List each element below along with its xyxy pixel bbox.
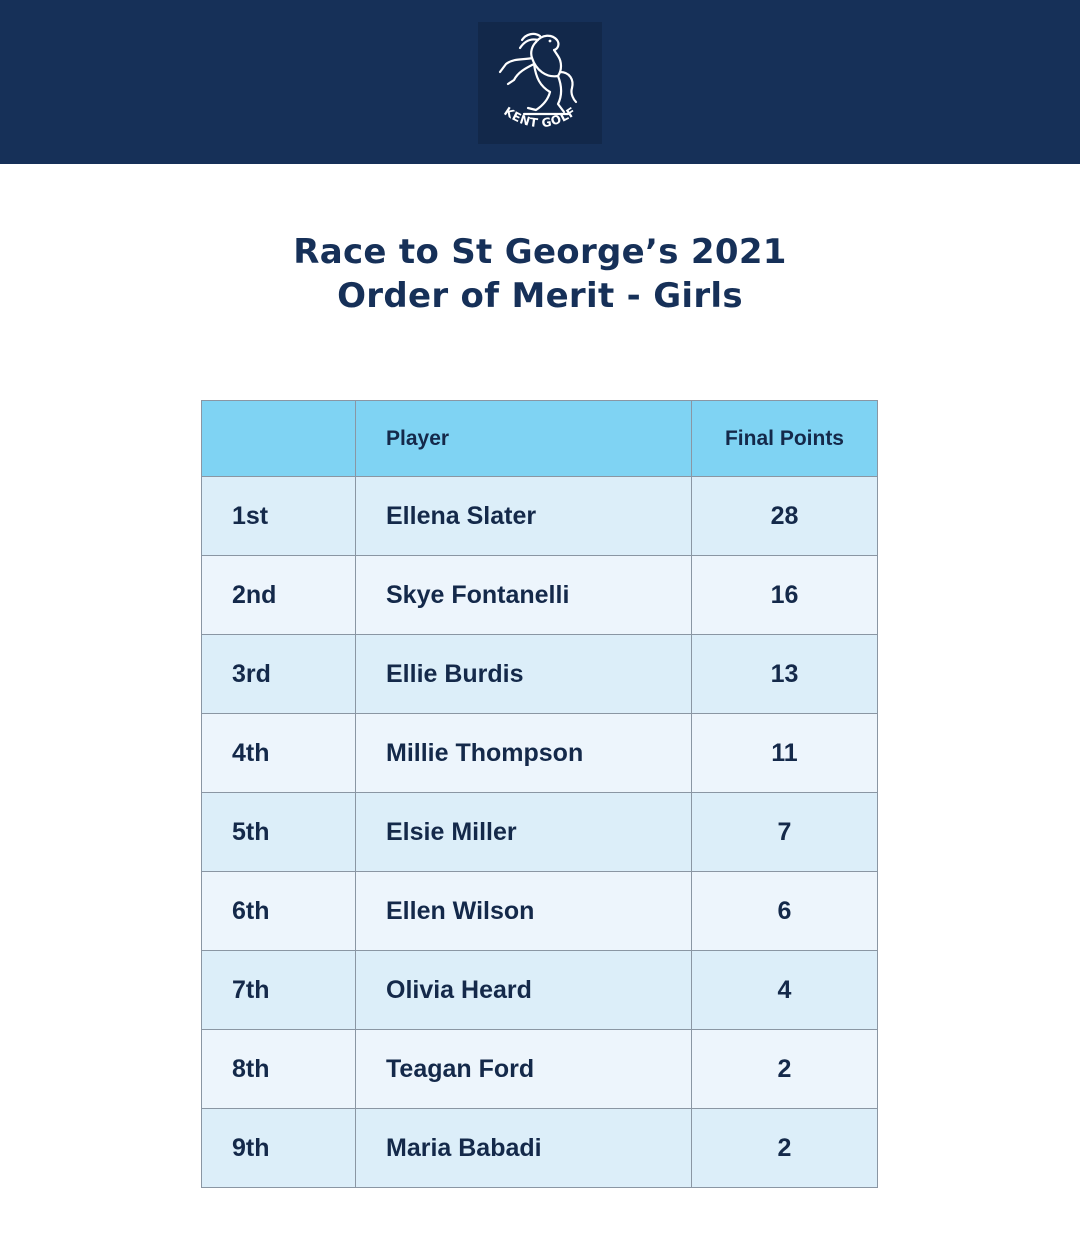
points-cell: 4 [692,951,878,1030]
table-row [202,556,878,635]
player-name-cell: Elsie Miller [356,793,692,872]
rearing-horse-icon [478,22,602,144]
position-cell: 5th [202,793,356,872]
table-row [202,1030,878,1109]
position-cell: 4th [202,714,356,793]
position-cell: 2nd [202,556,356,635]
player-name-cell: Ellie Burdis [356,635,692,714]
svg-text:KENT GOLF: KENT GOLF [501,104,579,131]
table-row [202,477,878,556]
player-name-cell: Olivia Heard [356,951,692,1030]
table-header-row [202,401,878,477]
column-header-player: Player [356,401,692,477]
position-cell: 8th [202,1030,356,1109]
player-name-cell: Ellen Wilson [356,872,692,951]
player-name-cell: Millie Thompson [356,714,692,793]
table-row [202,714,878,793]
table-row [202,951,878,1030]
player-name-cell: Ellena Slater [356,477,692,556]
position-cell: 1st [202,477,356,556]
column-header-points: Final Points [692,401,878,477]
table-row [202,1109,878,1188]
points-cell: 11 [692,714,878,793]
table-row [202,872,878,951]
title-line-1: Race to St George’s 2021 [293,232,787,272]
column-header-position [202,401,356,477]
page-title [0,230,1080,318]
header-bar [0,0,1080,164]
points-cell: 2 [692,1109,878,1188]
title-line-2: Order of Merit - Girls [337,276,743,316]
order-of-merit-table [201,400,877,1188]
points-cell: 13 [692,635,878,714]
player-name-cell: Skye Fontanelli [356,556,692,635]
table-row [202,635,878,714]
player-name-cell: Teagan Ford [356,1030,692,1109]
kent-golf-logo[interactable] [478,22,602,144]
table-row [202,793,878,872]
points-cell: 28 [692,477,878,556]
points-cell: 7 [692,793,878,872]
position-cell: 6th [202,872,356,951]
position-cell: 9th [202,1109,356,1188]
points-cell: 6 [692,872,878,951]
points-cell: 16 [692,556,878,635]
player-name-cell: Maria Babadi [356,1109,692,1188]
points-cell: 2 [692,1030,878,1109]
position-cell: 3rd [202,635,356,714]
position-cell: 7th [202,951,356,1030]
